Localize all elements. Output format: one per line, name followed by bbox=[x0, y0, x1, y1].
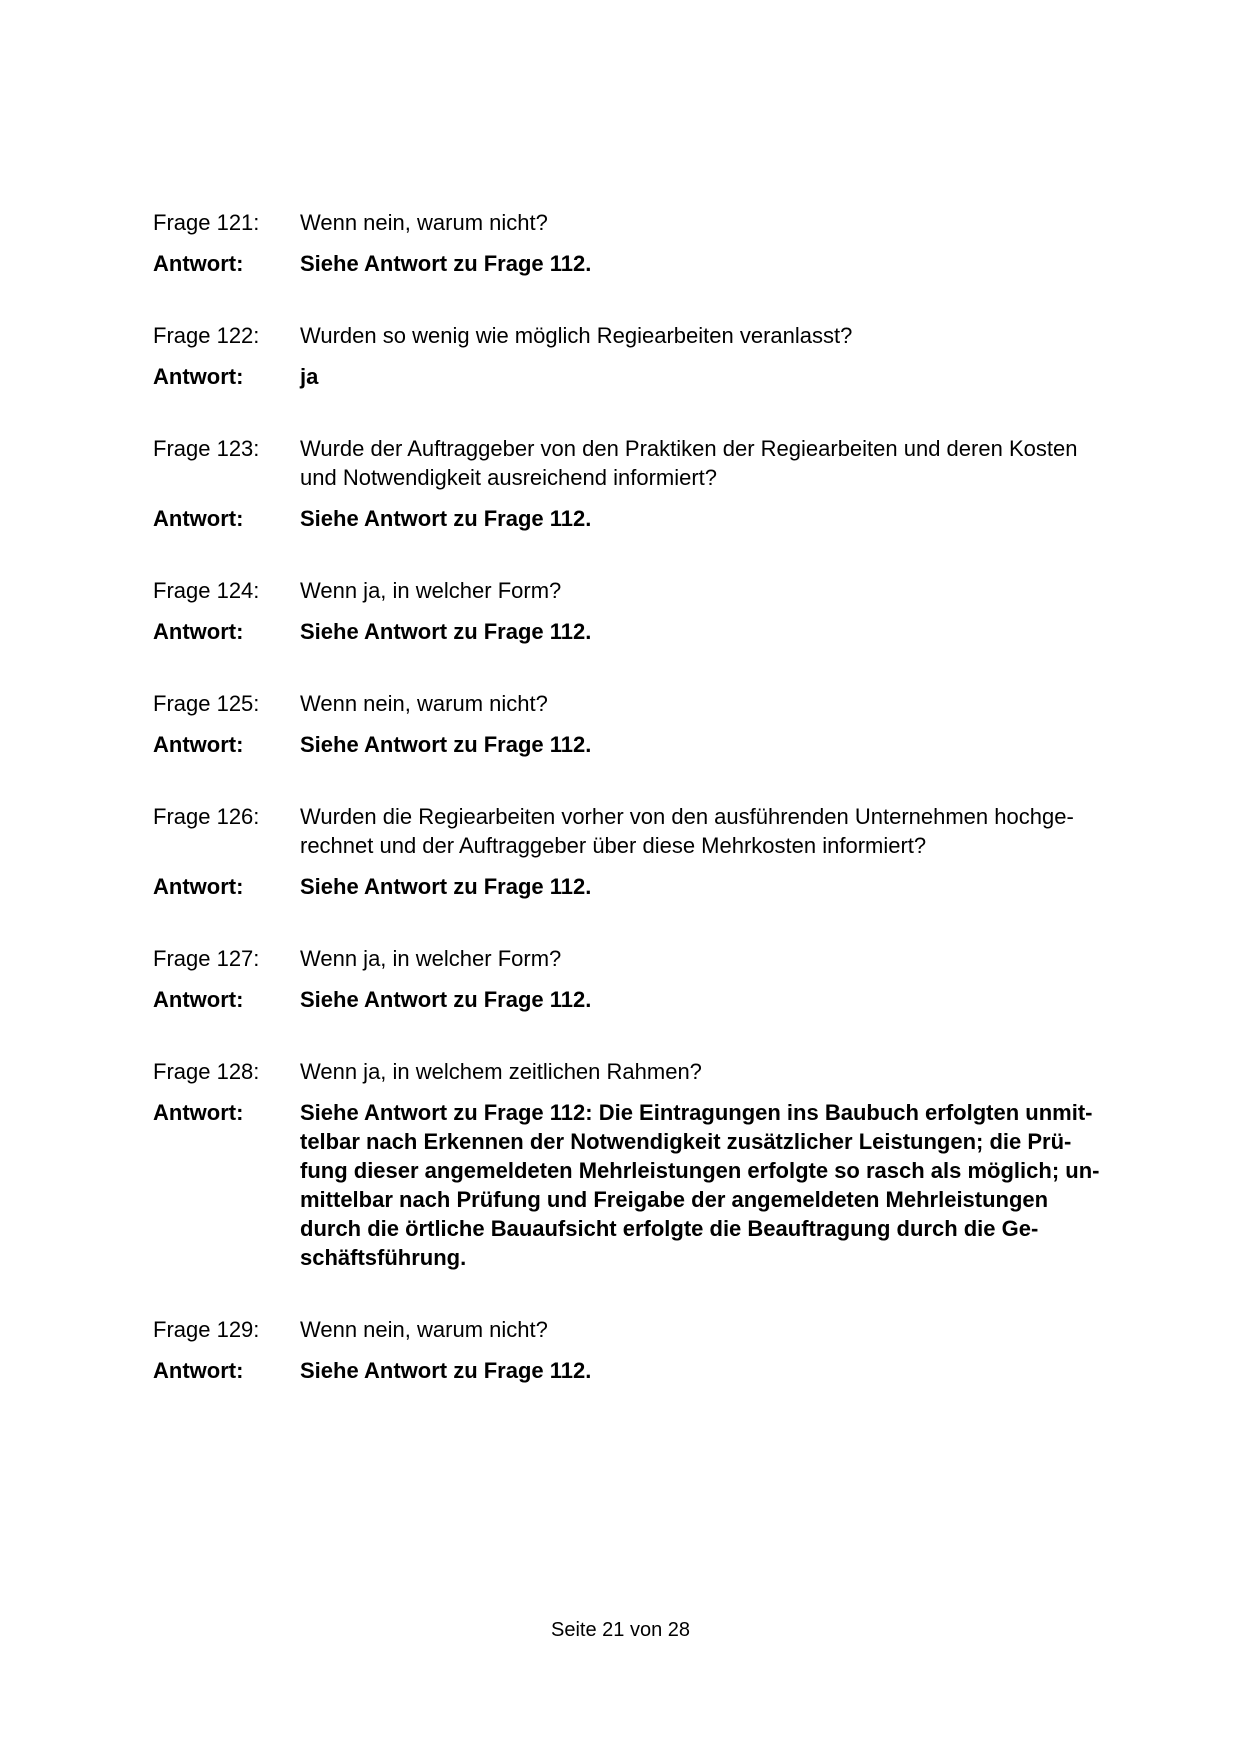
answer-label: Antwort: bbox=[153, 1358, 244, 1383]
question-label: Frage 126: bbox=[153, 804, 260, 829]
answer-line: Siehe Antwort zu Frage 112. bbox=[300, 251, 592, 276]
answer-label: Antwort: bbox=[153, 1100, 244, 1125]
answer-line: Siehe Antwort zu Frage 112. bbox=[300, 1358, 592, 1383]
question-row bbox=[153, 1315, 1143, 1344]
question-text bbox=[300, 944, 1140, 973]
answer-line: durch die örtliche Bauaufsicht erfolgte die Beauftragung durch die Ge- bbox=[300, 1216, 1039, 1241]
answer-line: telbar nach Erkennen der Notwendigkeit zusätzlicher Leistungen; die Prü- bbox=[300, 1129, 1072, 1154]
answer-label: Antwort: bbox=[153, 732, 244, 757]
qa-block bbox=[153, 321, 1143, 391]
question-line: rechnet und der Auftraggeber über diese Mehrkosten informiert? bbox=[300, 833, 927, 858]
answer-row bbox=[153, 730, 1143, 759]
answer-line: Siehe Antwort zu Frage 112. bbox=[300, 732, 592, 757]
question-line: Wurde der Auftraggeber von den Praktiken der Regiearbeiten und deren Kosten bbox=[300, 436, 1078, 461]
answer-label: Antwort: bbox=[153, 251, 244, 276]
question-line: und Notwendigkeit ausreichend informiert? bbox=[300, 465, 718, 490]
answer-text bbox=[300, 362, 1140, 391]
question-text bbox=[300, 576, 1140, 605]
question-label: Frage 121: bbox=[153, 210, 260, 235]
answer-line: mittelbar nach Prüfung und Freigabe der angemeldeten Mehrleistungen bbox=[300, 1187, 1049, 1212]
question-label: Frage 124: bbox=[153, 578, 260, 603]
question-row bbox=[153, 689, 1143, 718]
question-text bbox=[300, 802, 1140, 860]
answer-text bbox=[300, 1098, 1140, 1272]
question-text bbox=[300, 689, 1140, 718]
answer-row bbox=[153, 362, 1143, 391]
answer-row bbox=[153, 985, 1143, 1014]
question-row bbox=[153, 208, 1143, 237]
answer-text bbox=[300, 249, 1140, 278]
question-label: Frage 127: bbox=[153, 946, 260, 971]
question-row bbox=[153, 1057, 1143, 1086]
qa-block bbox=[153, 1057, 1143, 1272]
question-row bbox=[153, 576, 1143, 605]
answer-text bbox=[300, 730, 1140, 759]
answer-line: schäftsführung. bbox=[300, 1245, 467, 1270]
page-number: Seite 21 von 28 bbox=[551, 1619, 690, 1641]
answer-row bbox=[153, 504, 1143, 533]
answer-row bbox=[153, 249, 1143, 278]
answer-line: Siehe Antwort zu Frage 112. bbox=[300, 506, 592, 531]
answer-label: Antwort: bbox=[153, 364, 244, 389]
question-label: Frage 128: bbox=[153, 1059, 260, 1084]
answer-row bbox=[153, 872, 1143, 901]
answer-line: Siehe Antwort zu Frage 112. bbox=[300, 874, 592, 899]
question-line: Wurden die Regiearbeiten vorher von den ausführenden Unternehmen hochge- bbox=[300, 804, 1074, 829]
answer-row bbox=[153, 1098, 1143, 1272]
question-line: Wenn nein, warum nicht? bbox=[300, 691, 548, 716]
question-text bbox=[300, 321, 1140, 350]
answer-line: Siehe Antwort zu Frage 112: Die Eintragungen ins Baubuch erfolgten unmit- bbox=[300, 1100, 1093, 1125]
answer-line: fung dieser angemeldeten Mehrleistungen erfolgte so rasch als möglich; un- bbox=[300, 1158, 1100, 1183]
qa-block bbox=[153, 434, 1143, 533]
answer-text bbox=[300, 985, 1140, 1014]
answer-text bbox=[300, 617, 1140, 646]
qa-block bbox=[153, 944, 1143, 1014]
answer-row bbox=[153, 1356, 1143, 1385]
answer-line: ja bbox=[300, 364, 319, 389]
question-line: Wenn ja, in welchem zeitlichen Rahmen? bbox=[300, 1059, 702, 1084]
question-text bbox=[300, 1057, 1140, 1086]
question-text bbox=[300, 434, 1140, 492]
answer-line: Siehe Antwort zu Frage 112. bbox=[300, 619, 592, 644]
question-text bbox=[300, 208, 1140, 237]
question-label: Frage 125: bbox=[153, 691, 260, 716]
question-row bbox=[153, 434, 1143, 492]
question-row bbox=[153, 802, 1143, 860]
answer-row bbox=[153, 617, 1143, 646]
question-row bbox=[153, 944, 1143, 973]
question-line: Wenn nein, warum nicht? bbox=[300, 1317, 548, 1342]
qa-block bbox=[153, 576, 1143, 646]
answer-text bbox=[300, 1356, 1140, 1385]
answer-label: Antwort: bbox=[153, 506, 244, 531]
question-label: Frage 129: bbox=[153, 1317, 260, 1342]
question-label: Frage 122: bbox=[153, 323, 260, 348]
qa-block bbox=[153, 1315, 1143, 1385]
question-line: Wenn nein, warum nicht? bbox=[300, 210, 548, 235]
answer-text bbox=[300, 504, 1140, 533]
question-row bbox=[153, 321, 1143, 350]
question-line: Wurden so wenig wie möglich Regiearbeiten veranlasst? bbox=[300, 323, 853, 348]
qa-block bbox=[153, 208, 1143, 278]
question-answer-list bbox=[153, 208, 1143, 1428]
answer-line: Siehe Antwort zu Frage 112. bbox=[300, 987, 592, 1012]
answer-label: Antwort: bbox=[153, 987, 244, 1012]
answer-text bbox=[300, 872, 1140, 901]
question-text bbox=[300, 1315, 1140, 1344]
answer-label: Antwort: bbox=[153, 619, 244, 644]
qa-block bbox=[153, 802, 1143, 901]
answer-label: Antwort: bbox=[153, 874, 244, 899]
question-label: Frage 123: bbox=[153, 436, 260, 461]
question-line: Wenn ja, in welcher Form? bbox=[300, 578, 562, 603]
qa-block bbox=[153, 689, 1143, 759]
question-line: Wenn ja, in welcher Form? bbox=[300, 946, 562, 971]
